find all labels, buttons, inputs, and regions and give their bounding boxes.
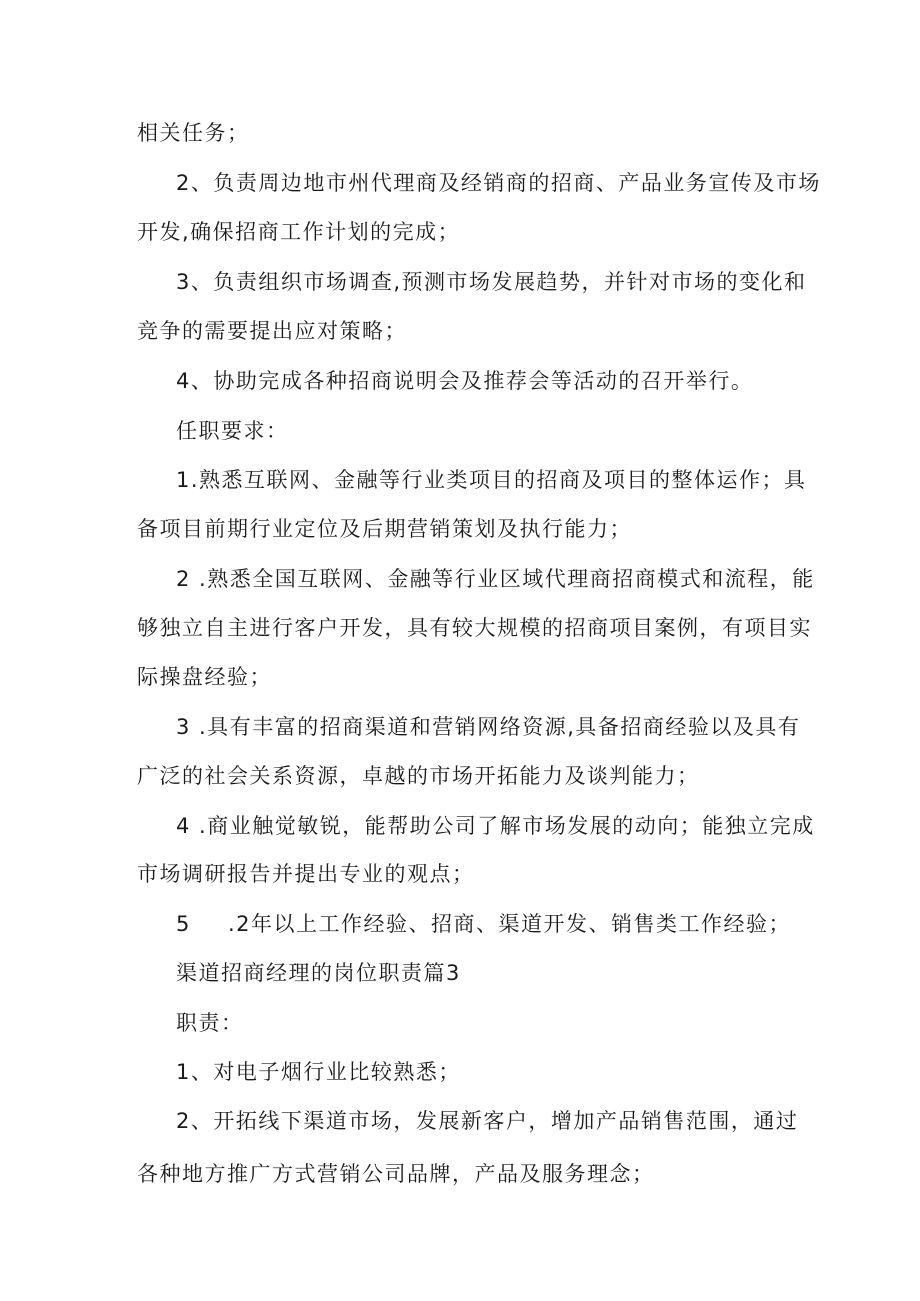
text-line: 市场调研报告并提出专业的观点； xyxy=(137,862,475,886)
text-line: 竞争的需要提出应对策略； xyxy=(137,319,407,343)
text-line: 各种地方推广方式营销公司品牌，产品及服务理念； xyxy=(137,1162,655,1186)
text-line: 3 .具有丰富的招商渠道和营销网络资源,具备招商经验以及具有 xyxy=(176,715,801,739)
text-line: 够独立自主进行客户开发，具有较大规模的招商项目案例，有项目实 xyxy=(137,616,812,640)
text-line: 际操盘经验； xyxy=(137,665,272,689)
text-line: .2年以上工作经验、招商、渠道开发、销售类工作经验； xyxy=(228,912,792,936)
text-line: 开发,确保招商工作计划的完成； xyxy=(137,220,461,244)
list-number: 5 xyxy=(176,912,191,936)
text-line: 3、负责组织市场调查,预测市场发展趋势，并针对市场的变化和 xyxy=(176,270,807,294)
text-line: 1、对电子烟行业比较熟悉； xyxy=(176,1060,461,1084)
text-line: 备项目前期行业定位及后期营销策划及执行能力； xyxy=(137,517,632,541)
text-line: 相关任务； xyxy=(137,121,250,145)
section-heading: 职责： xyxy=(176,1011,244,1035)
text-line: 1.熟悉互联网、金融等行业类项目的招商及项目的整体运作；具 xyxy=(176,468,807,492)
text-line: 2、负责周边地市州代理商及经销商的招商、产品业务宣传及市场 xyxy=(176,171,821,195)
section-heading: 任职要求： xyxy=(176,419,289,443)
text-line: 2 .熟悉全国互联网、金融等行业区域代理商招商模式和流程，能 xyxy=(176,567,815,591)
text-line: 4 .商业触觉敏锐，能帮助公司了解市场发展的动向；能独立完成 xyxy=(176,814,815,838)
text-line: 4、协助完成各种招商说明会及推荐会等活动的召开举行。 xyxy=(176,369,754,393)
section-heading: 渠道招商经理的岗位职责篇3 xyxy=(176,961,461,985)
text-line: 广泛的社会关系资源，卓越的市场开拓能力及谈判能力； xyxy=(137,764,700,788)
text-line: 2、开拓线下渠道市场，发展新客户，增加产品销售范围，通过 xyxy=(176,1109,799,1133)
